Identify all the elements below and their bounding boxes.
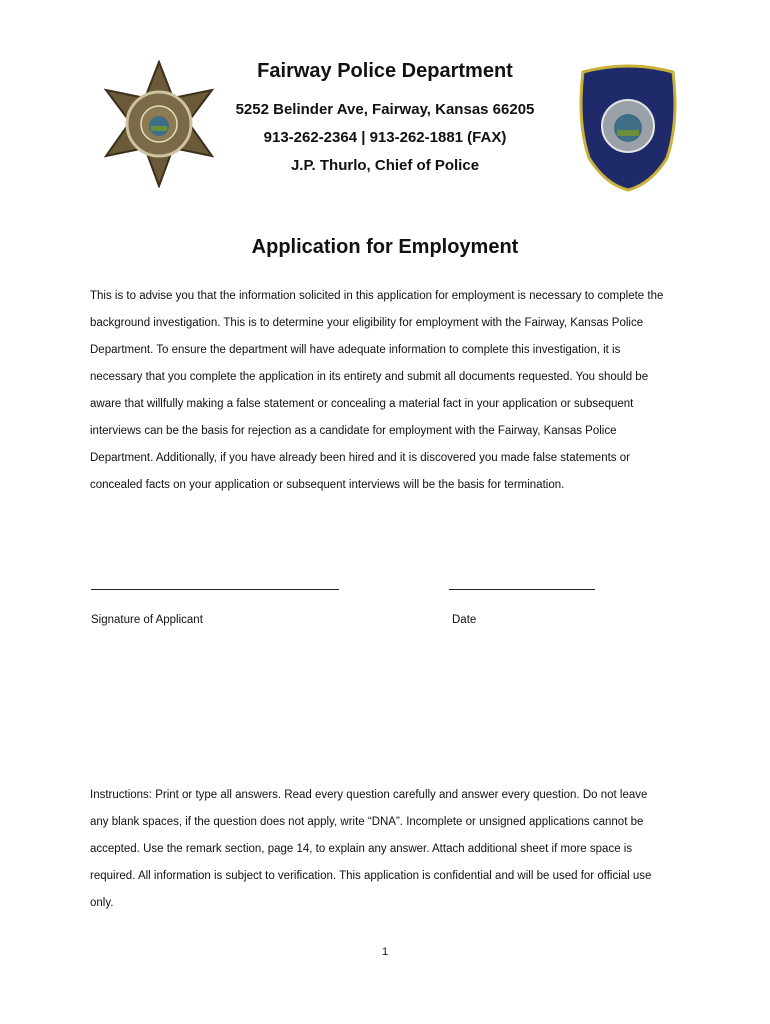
- date-signature-line[interactable]: [449, 589, 595, 590]
- intro-line: aware that willfully making a false statement or concealing a material fact in your application or subsequent: [90, 398, 634, 410]
- intro-line: Department. To ensure the department will have adequate information to complete this investigation, it is: [90, 344, 621, 356]
- department-name: Fairway Police Department: [257, 60, 513, 82]
- department-phone: 913-262-2364 | 913-262-1881 (FAX): [263, 129, 507, 146]
- intro-line: interviews can be the basis for rejection as a candidate for employment with the Fairway, Kansas Police: [90, 425, 617, 437]
- applicant-signature-label: Signature of Applicant: [91, 614, 203, 626]
- intro-line: This is to advise you that the information solicited in this application for employment is necessary to complete the: [90, 290, 664, 302]
- department-address: 5252 Belinder Ave, Fairway, Kansas 66205: [235, 101, 535, 118]
- intro-line: necessary that you complete the application in its entirety and submit all documents requested. You should be: [90, 371, 649, 383]
- chief-of-police: J.P. Thurlo, Chief of Police: [290, 157, 480, 174]
- police-patch-icon: [575, 62, 681, 192]
- instruction-line: required. All information is subject to verification. This application is confidential and will be used for official use: [90, 870, 652, 882]
- intro-paragraph: [90, 283, 690, 499]
- instruction-line: accepted. Use the remark section, page 14, to explain any answer. Attach additional sheet if more space is: [90, 843, 633, 855]
- patch-badge-logo: [575, 62, 681, 192]
- intro-line: background investigation. This is to determine your eligibility for employment with the Fairway, Kansas Police: [90, 317, 644, 329]
- page-title: Application for Employment: [251, 236, 519, 258]
- instruction-line: Instructions: Print or type all answers. Read every question carefully and answer every question. Do not leave: [90, 789, 648, 801]
- instructions-paragraph: [90, 782, 690, 917]
- instruction-line: any blank spaces, if the question does not apply, write “DNA”. Incomplete or unsigned applications cannot be: [90, 816, 644, 828]
- intro-line: concealed facts on your application or subsequent interviews will be the basis for termination.: [90, 479, 565, 491]
- date-label: Date: [452, 614, 477, 626]
- instruction-line: only.: [90, 897, 114, 909]
- intro-line: Department. Additionally, if you have already been hired and it is discovered you made false statements or: [90, 452, 630, 464]
- page-number: 1: [381, 946, 389, 958]
- applicant-signature-line[interactable]: [91, 589, 339, 590]
